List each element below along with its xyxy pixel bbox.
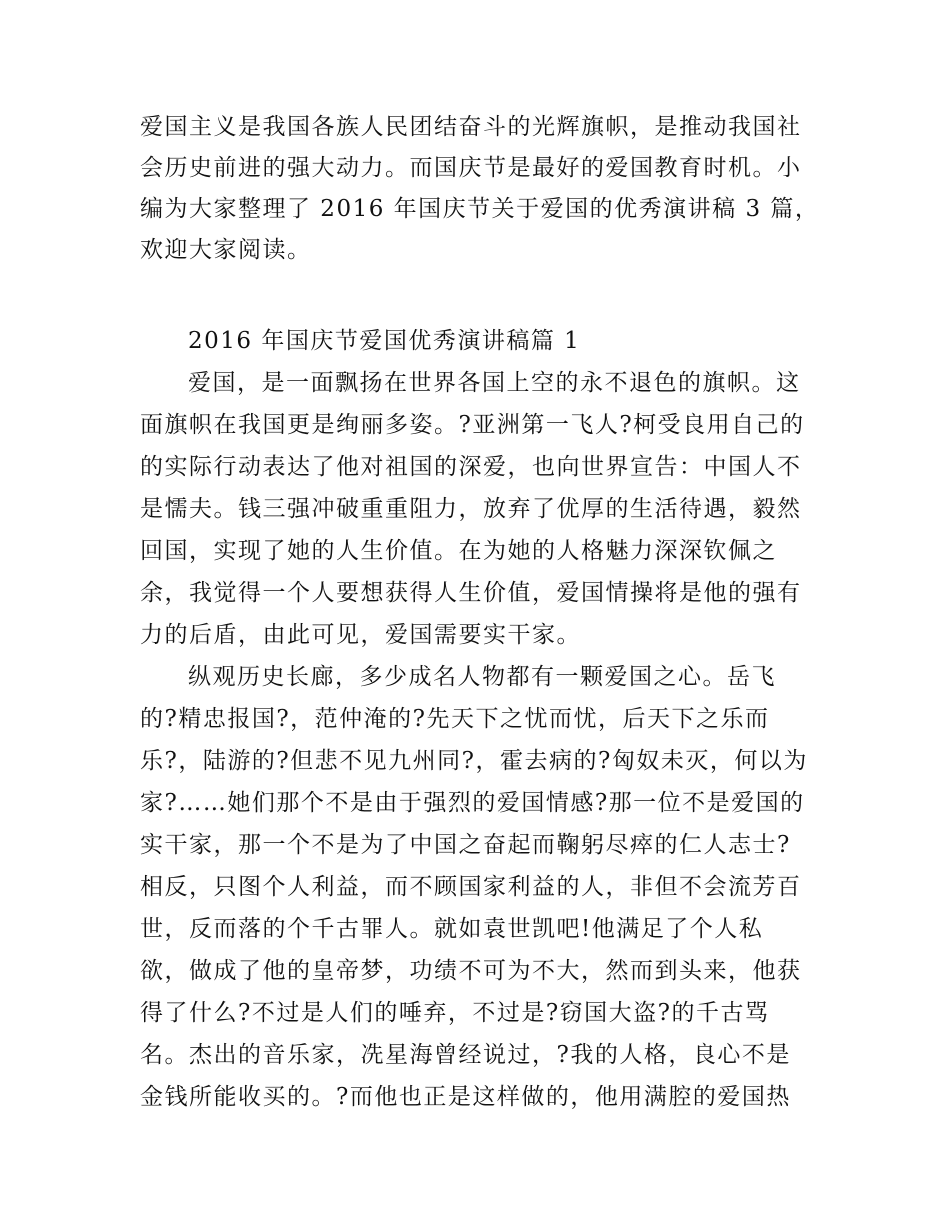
paragraph-line: 金钱所能收买的。?而他也正是这样做的，他用满腔的爱国热 [140, 1084, 791, 1110]
paragraph-line: 世，反而落的个千古罪人。就如袁世凯吧!他满足了个人私 [140, 916, 764, 942]
intro-line: 编为大家整理了 2016 年国庆节关于爱国的优秀演讲稿 3 篇， [140, 196, 820, 222]
section-heading: 2016 年国庆节爱国优秀演讲稿篇 1 [188, 328, 581, 354]
paragraph-line: 家?……她们那个不是由于强烈的爱国情感?那一位不是爱国的 [140, 790, 805, 816]
paragraph-line: 纵观历史长廊，多少成名人物都有一颗爱国之心。岳飞 [188, 664, 776, 690]
paragraph-line: 欲，做成了他的皇帝梦，功绩不可为不大，然而到头来，他获 [140, 958, 802, 984]
paragraph-line: 面旗帜在我国更是绚丽多姿。?亚洲第一飞人?柯受良用自己的 [140, 412, 805, 438]
paragraph-line: 是懦夫。钱三强冲破重重阻力，放弃了优厚的生活待遇，毅然 [140, 496, 802, 522]
paragraph-line: 余，我觉得一个人要想获得人生价值，爱国情操将是他的强有 [140, 580, 802, 606]
speech-body [140, 320, 820, 1118]
paragraph-1 [140, 362, 820, 656]
paragraph-line: 的实际行动表达了他对祖国的深爱，也向世界宣告：中国人不 [140, 454, 802, 480]
paragraph-line: 回国，实现了她的人生价值。在为她的人格魅力深深钦佩之 [140, 538, 777, 564]
paragraph-line: 的?精忠报国?，范仲淹的?先天下之忧而忧，后天下之乐而 [140, 706, 770, 732]
paragraph-line: 相反，只图个人利益，而不顾国家利益的人，非但不会流芳百 [140, 874, 802, 900]
paragraph-line: 力的后盾，由此可见，爱国需要实干家。 [140, 622, 581, 648]
intro-paragraph [140, 107, 820, 271]
paragraph-line: 名。杰出的音乐家，冼星海曾经说过，?我的人格，良心不是 [140, 1042, 791, 1068]
intro-line: 欢迎大家阅读。 [140, 237, 312, 263]
paragraph-line: 爱国，是一面飘扬在世界各国上空的永不退色的旗帜。这 [188, 370, 801, 396]
paragraph-line: 乐?，陆游的?但悲不见九州同?，霍去病的?匈奴未灭，何以为 [140, 748, 808, 774]
paragraph-line: 得了什么?不过是人们的唾弃，不过是?窃国大盗?的千古骂 [140, 1000, 770, 1026]
paragraph-2 [140, 656, 820, 1118]
intro-line: 会历史前进的强大动力。而国庆节是最好的爱国教育时机。小 [140, 155, 802, 181]
paragraph-line: 实干家，那一个不是为了中国之奋起而鞠躬尽瘁的仁人志士? [140, 832, 791, 858]
intro-line: 爱国主义是我国各族人民团结奋斗的光辉旗帜，是推动我国社 [140, 114, 802, 140]
